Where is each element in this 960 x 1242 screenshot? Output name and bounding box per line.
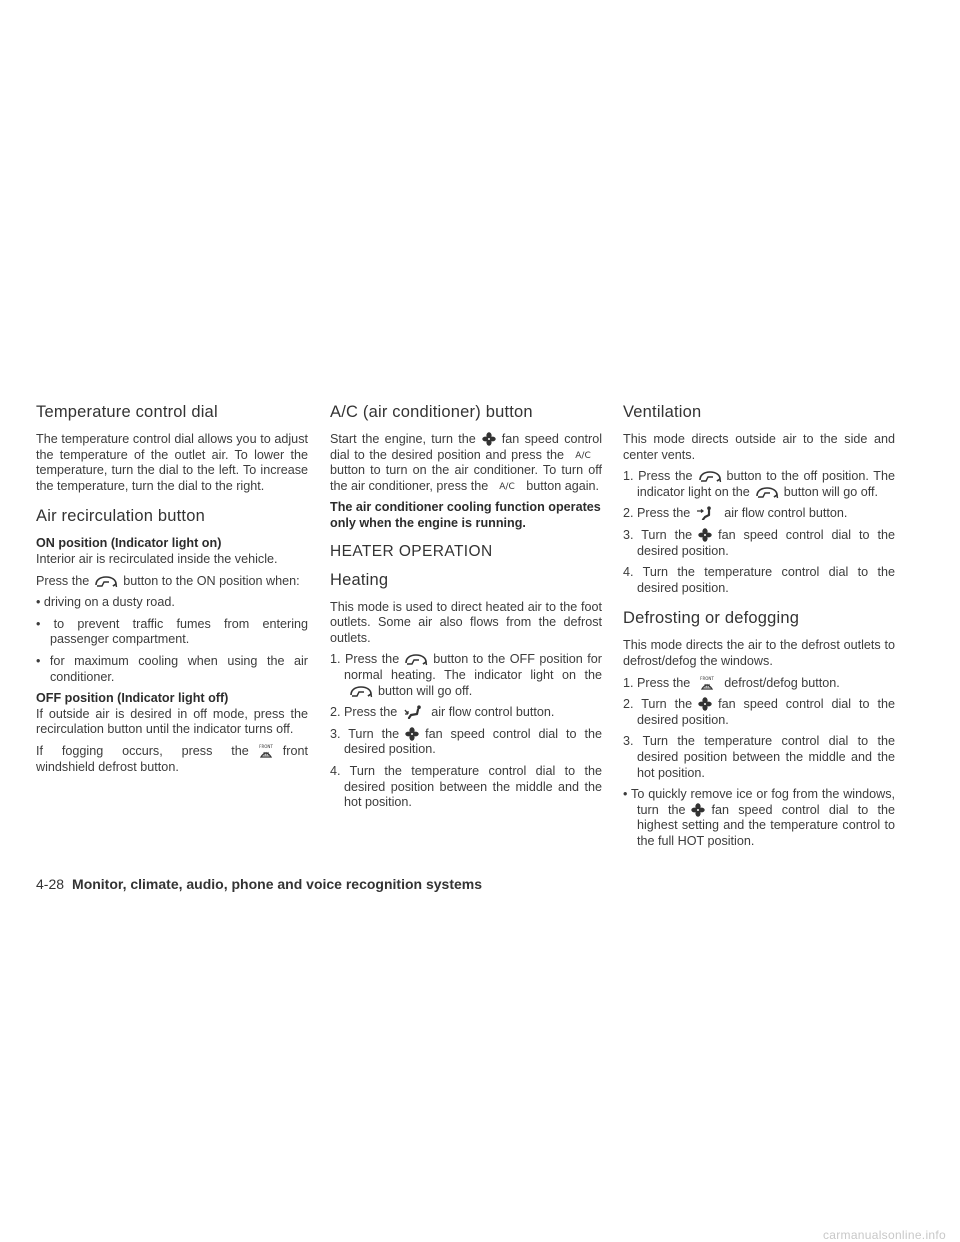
on-position-text: Interior air is recirculated inside the vehicle. — [36, 551, 278, 566]
fan-icon — [696, 528, 714, 542]
bullet-dusty-road: • driving on a dusty road. — [36, 595, 175, 610]
defrosting-text: This mode directs the air to the defrost outlets to defrost/defog the windows. — [623, 638, 895, 668]
press-recirc-text: Press the button to the ON position when: — [36, 573, 300, 588]
svg-text:A/C: A/C — [499, 481, 515, 492]
heater-operation-heading: HEATER OPERATION — [330, 542, 493, 560]
svg-text:A/C: A/C — [575, 450, 591, 461]
heating-heading: Heating — [330, 570, 389, 589]
recirculation-icon — [754, 485, 780, 499]
foot-airflow-icon — [401, 705, 427, 719]
fan-icon — [696, 697, 714, 711]
ac-cooling-note: The air conditioner cooling function operates only when the engine is running. — [330, 500, 601, 530]
ventilation-step-4: 4. Turn the temperature control dial to the desired position. — [623, 565, 895, 595]
fogging-text: If fogging occurs, press the FRONT front windshield defrost button. — [36, 743, 308, 774]
column-left — [36, 402, 308, 781]
ac-button-text: Start the engine, turn the fan speed control dial to the desired position and press the A/C button to turn on the air conditioner. To turn off the air conditioner, press the A/C button again. — [330, 432, 602, 493]
air-recirculation-heading: Air recirculation button — [36, 507, 205, 526]
bullet-traffic-fumes: • to prevent traffic fumes from entering passenger compartment. — [36, 616, 308, 647]
ventilation-step-2: 2. Press the air flow control button. — [623, 506, 848, 521]
watermark: carmanualsonline.info — [822, 1228, 946, 1242]
ventilation-step-3: 3. Turn the fan speed control dial to the desired position. — [623, 527, 895, 558]
ac-icon — [492, 479, 522, 493]
page-footer — [36, 876, 482, 892]
bullet-max-cooling: • for maximum cooling when using the air conditioner. — [36, 653, 308, 684]
ventilation-step-1: 1. Press the button to the off position. The indicator light on the button will go off. — [623, 469, 895, 499]
heating-step-3: 3. Turn the fan speed control dial to the desired position. — [330, 726, 602, 757]
ac-icon — [568, 448, 598, 462]
temperature-control-heading: Temperature control dial — [36, 403, 218, 421]
heating-step-4: 4. Turn the temperature control dial to the desired position between the middle and the hot position. — [330, 763, 602, 810]
page-number: 4-28 — [36, 876, 65, 892]
off-position-title: OFF position (Indicator light off) — [36, 691, 229, 706]
fan-icon — [480, 432, 498, 446]
fan-icon — [689, 803, 707, 817]
off-position-text: If outside air is desired in off mode, press the recirculation button until the indicator turns off. — [36, 706, 308, 737]
heating-text: This mode is used to direct heated air to the foot outlets. Some air also flows from the defrost outlets. — [330, 599, 602, 645]
recirculation-icon — [697, 469, 723, 483]
on-position-title: ON position (Indicator light on) — [36, 536, 222, 551]
column-right — [623, 402, 895, 855]
defrost-step-1: 1. Press the FRONT defrost/defog button. — [623, 675, 840, 690]
svg-text:FRONT: FRONT — [700, 675, 715, 681]
face-airflow-icon — [694, 506, 720, 520]
front-defrost-icon — [694, 676, 720, 690]
svg-text:FRONT: FRONT — [258, 743, 273, 749]
recirculation-icon — [403, 652, 429, 666]
front-defrost-icon — [253, 744, 279, 758]
defrosting-heading: Defrosting or defogging — [623, 609, 800, 628]
temperature-control-text: The temperature control dial allows you to adjust the temperature of the outlet air. To lower the temperature, turn the dial to the left. To increase the temperature, turn the dial to the right. — [36, 432, 308, 493]
ventilation-text: This mode directs outside air to the side and center vents. — [623, 432, 895, 462]
chapter-title: Monitor, climate, audio, phone and voice recognition systems — [72, 876, 482, 892]
ac-button-heading: A/C (air conditioner) button — [330, 403, 533, 421]
recirculation-icon — [348, 684, 374, 698]
defrost-tip: • To quickly remove ice or fog from the windows, turn the fan speed control dial to the highest setting and the temperature control to the full HOT position. — [623, 787, 895, 848]
ventilation-heading: Ventilation — [623, 403, 702, 421]
defrost-step-2: 2. Turn the fan speed control dial to the desired position. — [623, 697, 895, 727]
defrost-step-3: 3. Turn the temperature control dial to the desired position between the middle and the hot position. — [623, 734, 895, 780]
fan-icon — [403, 727, 421, 741]
recirculation-icon — [93, 574, 119, 588]
heating-step-2: 2. Press the air flow control button. — [330, 705, 555, 720]
heating-step-1: 1. Press the button to the OFF position for normal heating. The indicator light on the button will go off. — [330, 652, 602, 698]
column-middle — [330, 402, 602, 817]
